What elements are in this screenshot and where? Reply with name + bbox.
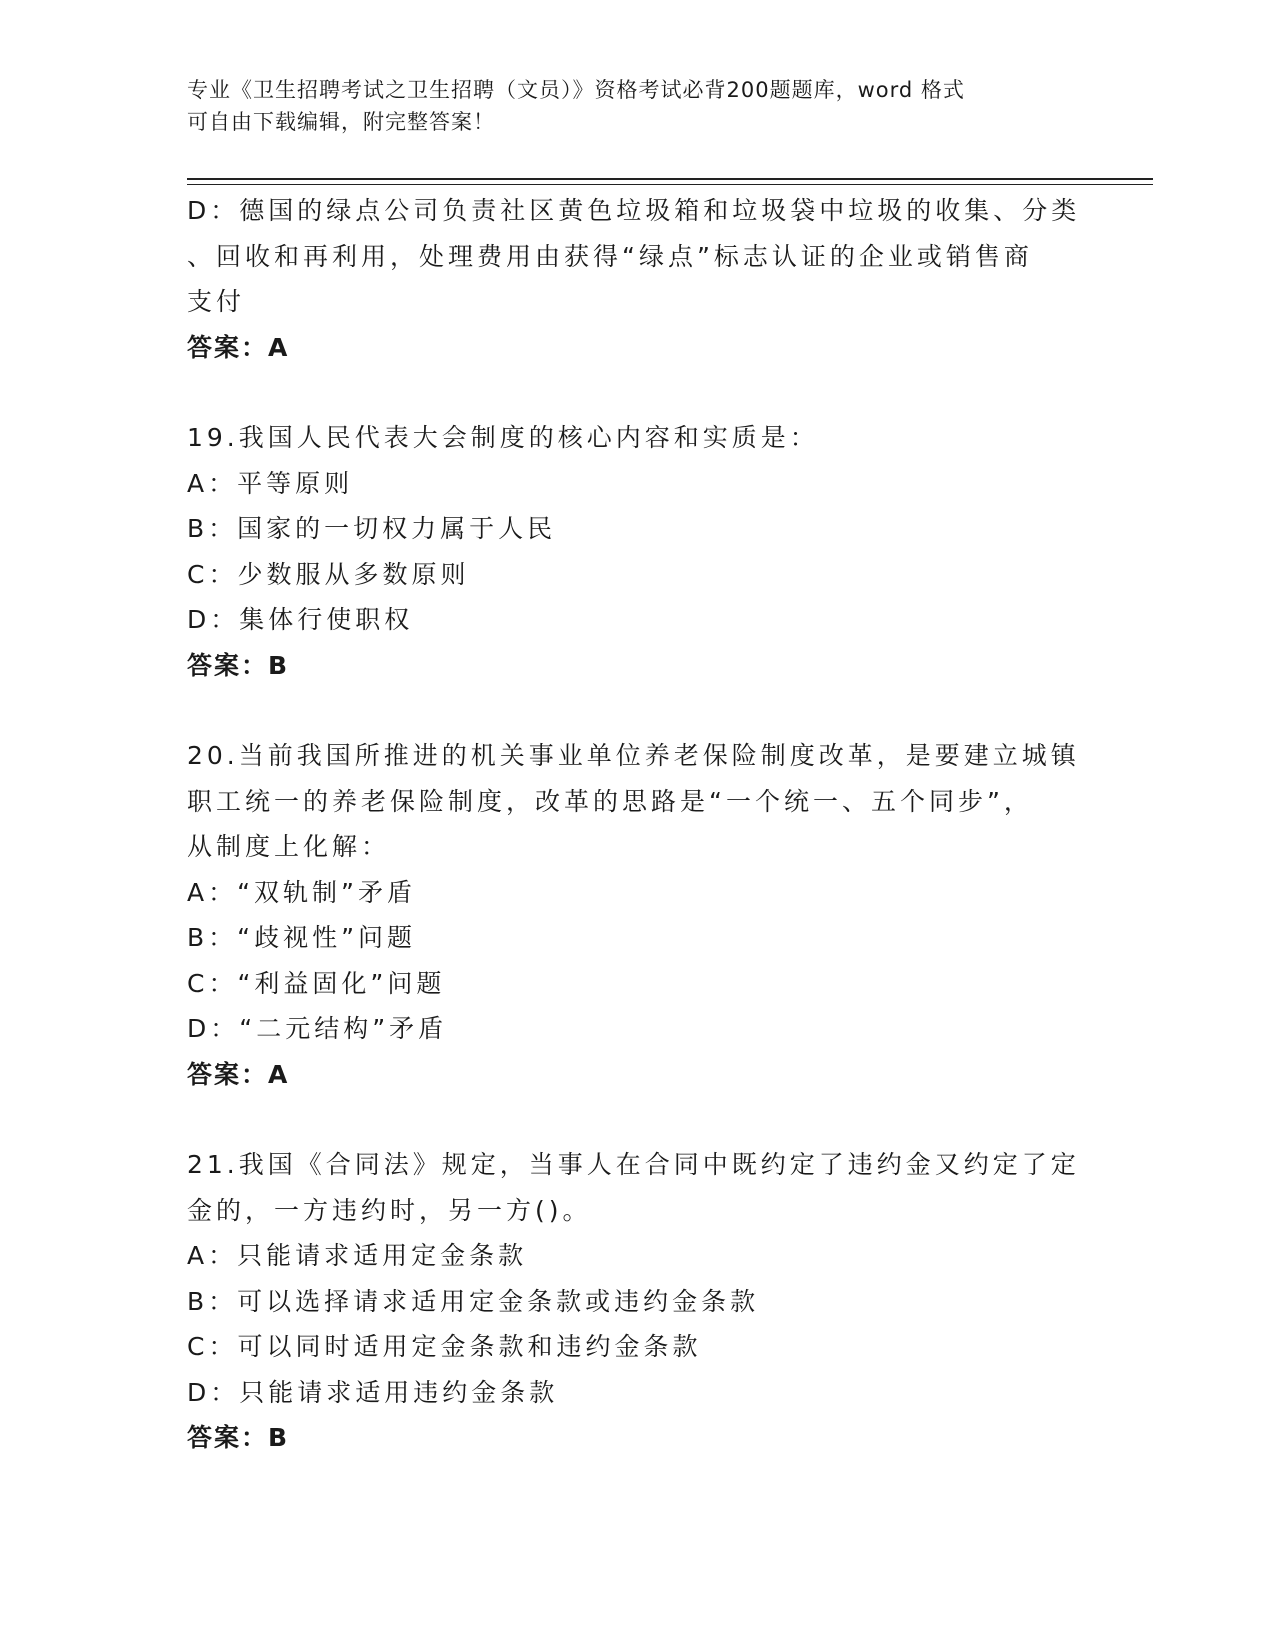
header-divider-thin <box>187 184 1153 185</box>
option-b: B：“歧视性”问题 <box>187 923 417 952</box>
option-d: D：只能请求适用违约金条款 <box>187 1377 559 1407</box>
header-line-2: 可自由下载编辑，附完整答案！ <box>187 110 495 134</box>
question-stem: 金的，一方违约时，另一方()。 <box>187 1195 592 1225</box>
option-a: A：平等原则 <box>187 468 354 498</box>
option-a: A：“双轨制”矛盾 <box>187 877 417 907</box>
option-d: D：“二元结构”矛盾 <box>187 1014 448 1043</box>
header-line-1: 专业《卫生招聘考试之卫生招聘（文员）》资格考试必背200题题库，word 格式 <box>187 78 965 102</box>
answer-line: 答案：A <box>187 1059 290 1089</box>
question-stem: 21.我国《合同法》规定，当事人在合同中既约定了违约金又约定了定 <box>187 1150 1080 1179</box>
answer-line: 答案：A <box>187 332 290 362</box>
answer-line: 答案：B <box>187 650 290 680</box>
option-c: C：“利益固化”问题 <box>187 968 446 998</box>
option-d: D：集体行使职权 <box>187 605 414 634</box>
option-a: A：只能请求适用定金条款 <box>187 1241 528 1270</box>
question-stem: 20.当前我国所推进的机关事业单位养老保险制度改革，是要建立城镇 <box>187 741 1080 770</box>
question-stem: 职工统一的养老保险制度，改革的思路是“一个统一、五个同步”， <box>187 786 1033 816</box>
question-list <box>187 188 1087 1461</box>
option-c: C：可以同时适用定金条款和违约金条款 <box>187 1332 702 1361</box>
spacer <box>187 370 1087 415</box>
option-b: B：可以选择请求适用定金条款或违约金条款 <box>187 1286 760 1316</box>
option-c: C：少数服从多数原则 <box>187 559 470 589</box>
header-divider <box>187 178 1153 180</box>
option-b: B：国家的一切权力属于人民 <box>187 514 557 543</box>
option-d-line: D：德国的绿点公司负责社区黄色垃圾箱和垃圾袋中垃圾的收集、分类 <box>187 196 1081 225</box>
option-d-line: 、回收和再利用，处理费用由获得“绿点”标志认证的企业或销售商 <box>187 241 1033 271</box>
question-stem: 19.我国人民代表大会制度的核心内容和实质是： <box>187 423 819 452</box>
option-d-line: 支付 <box>187 287 246 316</box>
spacer <box>187 688 1087 733</box>
page-header <box>187 74 1087 138</box>
spacer <box>187 1097 1087 1142</box>
question-stem: 从制度上化解： <box>187 832 391 861</box>
answer-line: 答案：B <box>187 1423 290 1452</box>
